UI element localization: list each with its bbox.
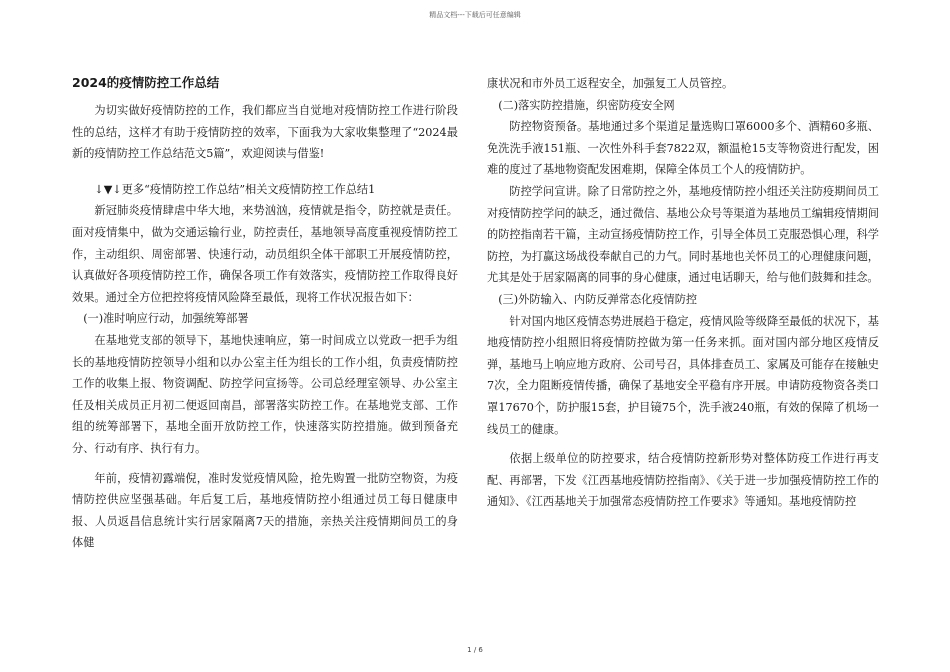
paragraph: 年前，疫情初露端倪，准时发觉疫情风险，抢先购置一批防空物资，为疫情防控供应坚强基础。年后复工后，基地疫情防控小组通过员工每日健康申报、人员返昌信息统计实行居家隔离7天的措施，亲热关注疫情期间员工的身体健 [72, 471, 458, 550]
paragraph-continued: 康状况和市外员工返程安全，加强复工人员管控。 [487, 77, 734, 90]
paragraph: 在基地党支部的领导下，基地快速响应，第一时间成立以党政一把手为组长的基地疫情防控领导小组和以办公室主任为组长的工作小组，负责疫情防控工作的收集上报、物资调配、防控学问宣扬等。公司总经理室领导、办公室主任及相关成员正月初二便返回南昌，部署落实防控工作。在基地党支部、工作组的统筹部署下，基地全面开放防控工作，快速落实防控措施。做到预备充分、行动有序、执行有力。 [72, 333, 458, 455]
section-heading-3: (三)外防输入、内防反弹常态化疫情防控 [498, 292, 698, 306]
page-header: 精品文档---下载后可任意编辑 [429, 11, 521, 19]
paragraph: 依据上级单位的防控要求，结合疫情防控新形势对整体防疫工作进行再支配、再部署，下发《江西基地疫情防控指南》、《关于进一步加强疫情防控工作的通知》、《江西基地关于加强常态疫情防控工作要求》等通知。基地疫情防控 [487, 452, 879, 509]
paragraph: 防控学问宣讲。除了日常防控之外，基地疫情防控小组还关注防疫期间员工对疫情防控学问的缺乏，通过微信、基地公众号等渠道为基地员工编辑疫情期间的防控指南若干篇，主动宣扬疫情防控工作，引导全体员工克服恐惧心理，科学防控，为打赢这场战役奉献自己的力气。同时基地也关怀员工的心理健康问题，尤其是处于居家隔离的同事的身心健康，通过电话聊天，给与他们鼓舞和挂念。 [487, 184, 879, 285]
right-column [487, 73, 879, 513]
page-number: 1 / 6 [467, 646, 483, 654]
paragraph: 针对国内地区疫情态势进展趋于稳定，疫情风险等级降至最低的状况下，基地疫情防控小组照旧将疫情防控做为第一任务来抓。面对国内部分地区疫情反弹，基地马上响应地方政府、公司号召，具体排查员工、家属及可能存在接触史7次，全力阻断疫情传播，确保了基地安全平稳有序开展。申请防疫物资各类口罩17670个，防护服15套，护目镜75个，洗手液240瓶，有效的保障了机场一线员工的健康。 [487, 314, 879, 436]
left-column [72, 73, 458, 554]
document-title: 2024的疫情防控工作总结 [72, 75, 220, 90]
section-heading-1: (一)准时响应行动，加强统筹部署 [83, 312, 249, 326]
more-link[interactable]: ↓▼↓更多“疫情防控工作总结”相关文疫情防控工作总结1 [94, 182, 376, 196]
section-heading-2: (二)落实防控措施，织密防疫安全网 [498, 98, 675, 112]
intro-paragraph: 为切实做好疫情防控的工作，我们都应当自觉地对疫情防控工作进行阶段性的总结，这样才有助于疫情防控的效率，下面我为大家收集整理了“2024最新的疫情防控工作总结范文5篇”，欢迎阅读与借鉴! [72, 104, 458, 161]
paragraph: 新冠肺炎疫情肆虐中华大地，来势汹汹，疫情就是指令，防控就是责任。面对疫情集中，做为交通运输行业，防控责任，基地领导高度重视疫情防控工作，主动组织、周密部署、快速行动，动员组织全体干部职工开展疫情防控，认真做好各项疫情防控工作，确保各项工作有效落实，疫情防控工作取得良好效果。通过全方位把控将疫情风险降至最低，现将工作状况报告如下： [72, 204, 458, 304]
paragraph: 防控物资预备。基地通过多个渠道足量选购口罩6000多个、酒精60多瓶、免洗洗手液151瓶、一次性外科手套7822双，额温枪15支等物资进行配发，困难的度过了基地物资配发困难期，保障全体员工个人的疫情防护。 [487, 120, 879, 177]
